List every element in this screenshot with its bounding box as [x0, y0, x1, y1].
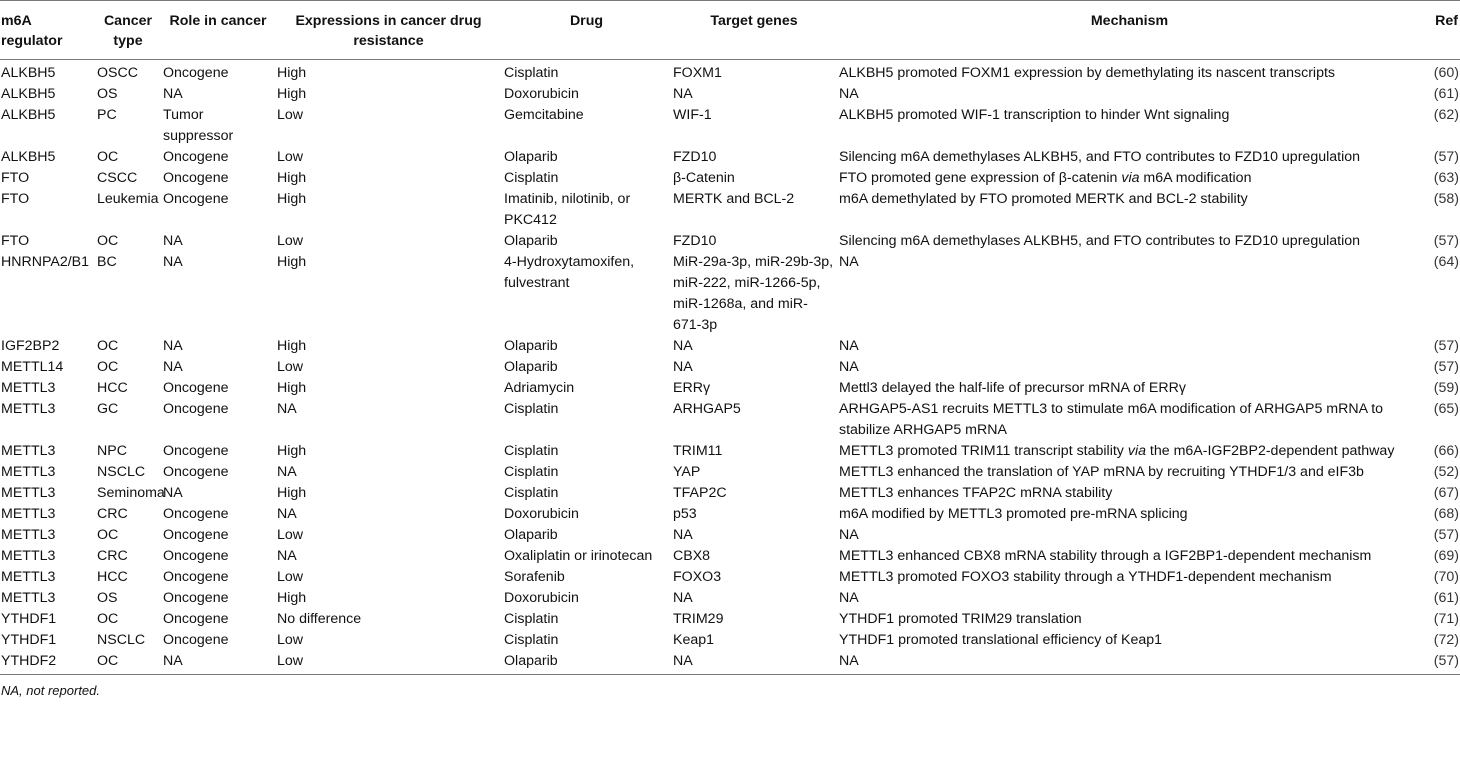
cell-role: Oncogene	[163, 464, 229, 480]
cell-drug: Olaparib	[504, 527, 558, 543]
cell-drug: Adriamycin	[504, 380, 575, 396]
table-row	[0, 336, 1460, 357]
cell-regulator: METTL3	[1, 506, 56, 522]
cell-ref: (57)	[1433, 359, 1459, 375]
cell-ref: (57)	[1433, 149, 1459, 165]
cell-expression: No difference	[277, 611, 362, 627]
cell-role: Oncogene	[163, 590, 229, 606]
cell-cancer-type: OC	[97, 149, 119, 165]
cell-drug: Doxorubicin	[504, 86, 579, 102]
cell-target-genes: ARHGAP5	[673, 401, 741, 417]
cell-cancer-type: OC	[97, 359, 119, 375]
table-row	[0, 399, 1460, 441]
cell-mechanism: NA	[839, 527, 859, 543]
header-drug: Drug	[569, 13, 604, 29]
cell-ref: (64)	[1433, 254, 1459, 270]
table-header	[0, 1, 1460, 60]
cell-role: NA	[163, 653, 183, 669]
cell-drug: Cisplatin	[504, 65, 559, 81]
cell-regulator: METTL3	[1, 590, 56, 606]
cell-mechanism: METTL3 enhanced the translation of YAP mRNA by recruiting YTHDF1/3 and eIF3b	[839, 464, 1364, 480]
cell-regulator: ALKBH5	[1, 65, 56, 81]
cell-mechanism: NA	[839, 590, 859, 606]
table-row	[0, 483, 1460, 504]
cell-cancer-type: OS	[97, 86, 118, 102]
cell-role: NA	[163, 86, 183, 102]
table-row	[0, 252, 1460, 336]
table-row	[0, 462, 1460, 483]
cell-cancer-type: NPC	[97, 443, 127, 459]
table-row	[0, 84, 1460, 105]
cell-regulator: METTL3	[1, 527, 56, 543]
cell-expression: High	[277, 590, 307, 606]
cell-target-genes: MERTK and BCL-2	[673, 191, 795, 207]
table-footnote: NA, not reported.	[1, 683, 100, 698]
cell-expression: High	[277, 443, 307, 459]
cell-expression: Low	[277, 527, 304, 543]
cell-expression: Low	[277, 149, 304, 165]
cell-expression: High	[277, 254, 307, 270]
cell-role: Oncogene	[163, 527, 229, 543]
cell-cancer-type: OC	[97, 527, 119, 543]
cell-cancer-type: CRC	[97, 506, 128, 522]
cell-cancer-type: OC	[97, 233, 119, 249]
cell-role: Oncogene	[163, 569, 229, 585]
cell-drug: Sorafenib	[504, 569, 565, 585]
cell-ref: (70)	[1433, 569, 1459, 585]
cell-target-genes: NA	[673, 527, 693, 543]
cell-expression: Low	[277, 107, 304, 123]
table-row	[0, 168, 1460, 189]
cell-mechanism: m6A demethylated by FTO promoted MERTK and BCL-2 stability	[839, 191, 1248, 207]
header-row	[0, 1, 1460, 60]
cell-ref: (58)	[1433, 191, 1459, 207]
cell-drug: Cisplatin	[504, 170, 559, 186]
cell-target-genes: NA	[673, 359, 693, 375]
cell-expression: High	[277, 65, 307, 81]
cell-cancer-type: OSCC	[97, 65, 138, 81]
table-row	[0, 567, 1460, 588]
cell-drug: Gemcitabine	[504, 107, 584, 123]
cell-mechanism: NA	[839, 338, 859, 354]
table-row	[0, 588, 1460, 609]
cell-role: NA	[163, 254, 183, 270]
cell-target-genes: NA	[673, 338, 693, 354]
cell-ref: (61)	[1433, 86, 1459, 102]
cell-cancer-type: Seminoma	[97, 485, 165, 501]
cell-expression: Low	[277, 233, 304, 249]
cell-role: NA	[163, 485, 183, 501]
cell-role: NA	[163, 359, 183, 375]
cell-expression: Low	[277, 653, 304, 669]
cell-cancer-type: BC	[97, 254, 117, 270]
cell-target-genes: NA	[673, 86, 693, 102]
cell-target-genes: WIF-1	[673, 107, 712, 123]
cell-drug: Cisplatin	[504, 632, 559, 648]
cell-expression: NA	[277, 401, 297, 417]
cell-regulator: FTO	[1, 170, 30, 186]
cell-ref: (63)	[1433, 170, 1459, 186]
cell-cancer-type: OC	[97, 338, 119, 354]
cell-mechanism: Silencing m6A demethylases ALKBH5, and FTO contributes to FZD10 upregulation	[839, 233, 1361, 249]
cell-role: Oncogene	[163, 548, 229, 564]
table-row	[0, 378, 1460, 399]
header-expression: Expressions in cancer drug resistance	[295, 13, 482, 49]
table-body	[0, 60, 1460, 675]
cell-role: Oncogene	[163, 611, 229, 627]
header-role: Role in cancer	[169, 13, 267, 29]
cell-ref: (52)	[1433, 464, 1459, 480]
cell-cancer-type: HCC	[97, 569, 128, 585]
table-row	[0, 147, 1460, 168]
cell-target-genes: NA	[673, 590, 693, 606]
cell-target-genes: FOXO3	[673, 569, 722, 585]
cell-cancer-type: HCC	[97, 380, 128, 396]
cell-ref: (68)	[1433, 506, 1459, 522]
cell-mechanism: NA	[839, 254, 859, 270]
cell-ref: (60)	[1433, 65, 1459, 81]
table-row	[0, 231, 1460, 252]
cell-regulator: METTL3	[1, 401, 56, 417]
table-row	[0, 609, 1460, 630]
table-row	[0, 189, 1460, 231]
cell-drug: Olaparib	[504, 338, 558, 354]
cell-mechanism: m6A modified by METTL3 promoted pre-mRNA splicing	[839, 506, 1188, 522]
cell-expression: Low	[277, 569, 304, 585]
cell-expression: High	[277, 191, 307, 207]
cell-target-genes: FZD10	[673, 233, 717, 249]
cell-cancer-type: NSCLC	[97, 464, 146, 480]
cell-mechanism: YTHDF1 promoted TRIM29 translation	[839, 611, 1082, 627]
cell-cancer-type: OC	[97, 653, 119, 669]
cell-target-genes: TRIM29	[673, 611, 724, 627]
cell-role: Oncogene	[163, 191, 229, 207]
table-row	[0, 525, 1460, 546]
cell-mechanism: METTL3 promoted TRIM11 transcript stability via the m6A-IGF2BP2-dependent pathway	[839, 443, 1395, 459]
cell-cancer-type: NSCLC	[97, 632, 146, 648]
cell-mechanism: FTO promoted gene expression of β-catenin via m6A modification	[839, 170, 1252, 186]
cell-target-genes: NA	[673, 653, 693, 669]
cell-cancer-type: OC	[97, 611, 119, 627]
cell-regulator: YTHDF1	[1, 632, 57, 648]
cell-drug: Cisplatin	[504, 443, 559, 459]
cell-drug: 4-Hydroxytamoxifen, fulvestrant	[504, 254, 635, 291]
cell-ref: (57)	[1433, 653, 1459, 669]
cell-mechanism: METTL3 enhances TFAP2C mRNA stability	[839, 485, 1113, 501]
cell-role: Oncogene	[163, 380, 229, 396]
cell-role: Oncogene	[163, 170, 229, 186]
cell-drug: Olaparib	[504, 653, 558, 669]
cell-regulator: METTL3	[1, 443, 56, 459]
cell-role: Oncogene	[163, 506, 229, 522]
cell-mechanism: METTL3 promoted FOXO3 stability through a YTHDF1-dependent mechanism	[839, 569, 1332, 585]
cell-target-genes: TRIM11	[673, 443, 723, 459]
cell-mechanism: Mettl3 delayed the half-life of precursor mRNA of ERRγ	[839, 380, 1186, 396]
cell-drug: Cisplatin	[504, 485, 559, 501]
cell-target-genes: FOXM1	[673, 65, 722, 81]
cell-drug: Doxorubicin	[504, 590, 579, 606]
cell-target-genes: YAP	[673, 464, 701, 480]
cell-target-genes: FZD10	[673, 149, 717, 165]
header-mechanism: Mechanism	[1090, 13, 1169, 29]
cell-regulator: METTL14	[1, 359, 64, 375]
cell-target-genes: ERRγ	[673, 380, 711, 396]
cell-target-genes: MiR-29a-3p, miR-29b-3p, miR-222, miR-1266-5p, miR-1268a, and miR-671-3p	[673, 254, 834, 333]
cell-regulator: ALKBH5	[1, 107, 56, 123]
cell-role: Oncogene	[163, 149, 229, 165]
table-row	[0, 504, 1460, 525]
cell-mechanism: NA	[839, 653, 859, 669]
cell-drug: Doxorubicin	[504, 506, 579, 522]
cell-ref: (67)	[1433, 485, 1459, 501]
cell-drug: Olaparib	[504, 359, 558, 375]
cell-role: Oncogene	[163, 632, 229, 648]
cell-cancer-type: PC	[97, 107, 117, 123]
cell-expression: High	[277, 485, 307, 501]
table-row	[0, 546, 1460, 567]
cell-regulator: YTHDF1	[1, 611, 57, 627]
cell-ref: (59)	[1433, 380, 1459, 396]
cell-regulator: HNRNPA2/B1	[1, 254, 90, 270]
cell-ref: (61)	[1433, 590, 1459, 606]
cell-target-genes: p53	[673, 506, 697, 522]
cell-ref: (57)	[1433, 233, 1459, 249]
cell-regulator: METTL3	[1, 464, 56, 480]
cell-drug: Olaparib	[504, 149, 558, 165]
cell-role: Oncogene	[163, 401, 229, 417]
cell-drug: Imatinib, nilotinib, or PKC412	[504, 191, 631, 228]
cell-regulator: YTHDF2	[1, 653, 57, 669]
cell-cancer-type: CRC	[97, 548, 128, 564]
header-regulator: m6A regulator	[1, 13, 63, 49]
table-row	[0, 441, 1460, 462]
cell-role: NA	[163, 338, 183, 354]
cell-regulator: ALKBH5	[1, 149, 56, 165]
cell-mechanism: ALKBH5 promoted FOXM1 expression by demethylating its nascent transcripts	[839, 65, 1336, 81]
cell-expression: High	[277, 338, 307, 354]
cell-regulator: FTO	[1, 191, 30, 207]
cell-mechanism: YTHDF1 promoted translational efficiency of Keap1	[839, 632, 1163, 648]
cell-expression: NA	[277, 548, 297, 564]
cell-cancer-type: CSCC	[97, 170, 138, 186]
cell-role: Oncogene	[163, 443, 229, 459]
cell-regulator: METTL3	[1, 485, 56, 501]
cell-target-genes: TFAP2C	[673, 485, 727, 501]
header-cancer-type: Cancer type	[103, 13, 153, 49]
cell-expression: Low	[277, 359, 304, 375]
cell-cancer-type: Leukemia	[97, 191, 159, 207]
cell-regulator: ALKBH5	[1, 86, 56, 102]
cell-cancer-type: GC	[97, 401, 119, 417]
cell-ref: (69)	[1433, 548, 1459, 564]
cell-mechanism: Silencing m6A demethylases ALKBH5, and FTO contributes to FZD10 upregulation	[839, 149, 1361, 165]
cell-ref: (72)	[1433, 632, 1459, 648]
cell-mechanism: NA	[839, 86, 859, 102]
table-row	[0, 105, 1460, 147]
cell-drug: Olaparib	[504, 233, 558, 249]
cell-drug: Cisplatin	[504, 464, 559, 480]
cell-regulator: METTL3	[1, 569, 56, 585]
cell-expression: Low	[277, 632, 304, 648]
cell-role: NA	[163, 233, 183, 249]
cell-regulator: METTL3	[1, 548, 56, 564]
cell-target-genes: Keap1	[673, 632, 715, 648]
cell-expression: High	[277, 170, 307, 186]
cell-role: Tumor suppressor	[163, 107, 234, 144]
cell-drug: Cisplatin	[504, 401, 559, 417]
cell-ref: (62)	[1433, 107, 1459, 123]
cell-target-genes: CBX8	[673, 548, 711, 564]
cell-regulator: IGF2BP2	[1, 338, 60, 354]
cell-drug: Oxaliplatin or irinotecan	[504, 548, 653, 564]
cell-mechanism: NA	[839, 359, 859, 375]
cell-mechanism: METTL3 enhanced CBX8 mRNA stability through a IGF2BP1-dependent mechanism	[839, 548, 1372, 564]
cell-ref: (57)	[1433, 338, 1459, 354]
cell-mechanism: ALKBH5 promoted WIF-1 transcription to hinder Wnt signaling	[839, 107, 1230, 123]
cell-regulator: FTO	[1, 233, 30, 249]
cell-expression: NA	[277, 506, 297, 522]
cell-ref: (66)	[1433, 443, 1459, 459]
table-row	[0, 630, 1460, 651]
table-row	[0, 357, 1460, 378]
table-row	[0, 651, 1460, 675]
header-target-genes: Target genes	[710, 13, 798, 29]
cell-ref: (65)	[1433, 401, 1459, 417]
cell-drug: Cisplatin	[504, 611, 559, 627]
cell-expression: High	[277, 380, 307, 396]
cell-cancer-type: OS	[97, 590, 118, 606]
cell-target-genes: β-Catenin	[673, 170, 735, 186]
table-row	[0, 60, 1460, 85]
cell-expression: NA	[277, 464, 297, 480]
cell-ref: (71)	[1433, 611, 1459, 627]
cell-role: Oncogene	[163, 65, 229, 81]
header-ref: Ref	[1435, 13, 1458, 29]
cell-ref: (57)	[1433, 527, 1459, 543]
cell-expression: High	[277, 86, 307, 102]
cell-regulator: METTL3	[1, 380, 56, 396]
cell-mechanism: ARHGAP5-AS1 recruits METTL3 to stimulate m6A modification of ARHGAP5 mRNA to stabilize ARHGAP5 mRNA	[839, 401, 1384, 438]
